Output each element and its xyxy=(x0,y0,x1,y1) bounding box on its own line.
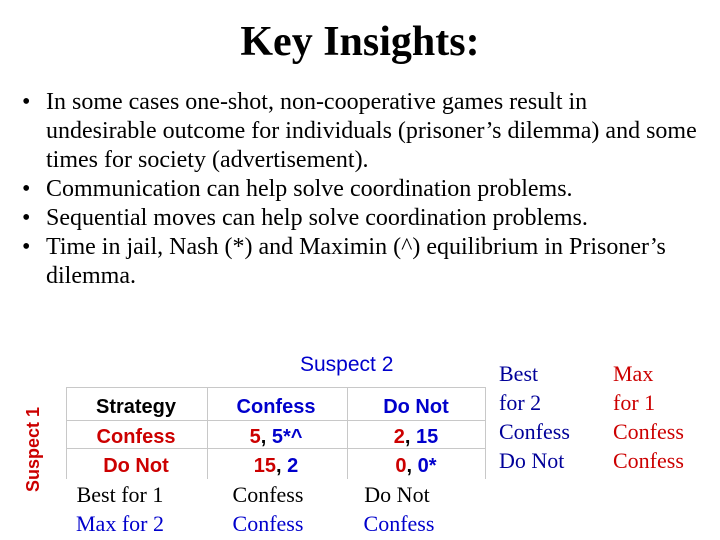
insight-bullet xyxy=(22,233,702,291)
payoff-suspect-1: 0 xyxy=(395,455,407,477)
payoff-separator: , xyxy=(276,455,282,477)
max-for-2-confess: Confess xyxy=(232,511,304,536)
payoff-cell xyxy=(206,454,346,478)
insight-text: Communication can help solve coordination problems. xyxy=(46,176,573,202)
row-label-do-not: Do Not xyxy=(103,455,169,477)
payoff-separator: , xyxy=(404,426,411,448)
best-for-2-column xyxy=(499,359,570,475)
payoff-cell xyxy=(346,454,486,478)
slide-title: Key Insights: xyxy=(240,19,480,65)
max-for-1-line: Confess xyxy=(613,448,684,473)
best-for-1-confess: Confess xyxy=(232,482,304,507)
insight-bullet xyxy=(22,175,702,204)
bullet-glyph: • xyxy=(22,89,31,115)
max-for-1-line: Confess xyxy=(613,419,684,444)
col-header-confess: Confess xyxy=(236,396,316,418)
best-for-2-line: for 2 xyxy=(499,390,542,415)
best-for-2-line: Confess xyxy=(499,419,570,444)
payoff-cell xyxy=(206,425,346,449)
insight-text: In some cases one-shot, non-cooperative games result in undesirable outcome for individuals (prisoner’s dilemma) and some times for society (advertisement). xyxy=(46,89,697,173)
suspect-1-label: Suspect 1 xyxy=(23,406,43,492)
matrix-divider xyxy=(67,420,485,421)
strategy-header: Strategy xyxy=(95,396,177,418)
payoff-suspect-1: 2 xyxy=(393,426,405,448)
payoff-suspect-1: 5 xyxy=(249,426,261,448)
payoff-suspect-2: 2 xyxy=(287,455,299,477)
row-label-confess: Confess xyxy=(96,426,176,448)
payoff-separator: , xyxy=(260,426,267,448)
col-header-do-not: Do Not xyxy=(383,396,449,418)
bullet-glyph: • xyxy=(22,176,31,202)
bullet-glyph: • xyxy=(22,234,31,260)
suspect-2-label: Suspect 2 xyxy=(300,353,394,376)
best-for-1-label: Best for 1 xyxy=(76,482,164,507)
max-for-2-confess: Confess xyxy=(363,511,435,536)
max-for-1-column xyxy=(613,359,684,475)
insight-text: Time in jail, Nash (*) and Maximin (^) equilibrium in Prisoner’s dilemma. xyxy=(46,234,666,289)
payoff-suspect-2: 5*^ xyxy=(271,426,303,448)
insight-bullet xyxy=(22,88,702,175)
best-for-2-line: Best xyxy=(499,361,539,386)
insight-list xyxy=(22,88,702,291)
max-for-1-line: for 1 xyxy=(613,390,656,415)
payoff-suspect-2: 15 xyxy=(416,426,439,448)
payoff-separator: , xyxy=(406,455,413,477)
payoff-suspect-1: 15 xyxy=(253,455,276,477)
payoff-suspect-2: 0* xyxy=(417,455,437,477)
max-for-1-line: Max xyxy=(613,361,654,386)
best-for-1-do-not: Do Not xyxy=(364,482,430,507)
best-for-2-line: Do Not xyxy=(499,448,565,473)
insight-text: Sequential moves can help solve coordination problems. xyxy=(46,205,588,231)
insight-bullet xyxy=(22,204,702,233)
payoff-cell xyxy=(346,425,486,449)
bullet-glyph: • xyxy=(22,205,31,231)
max-for-2-label: Max for 2 xyxy=(76,511,164,536)
